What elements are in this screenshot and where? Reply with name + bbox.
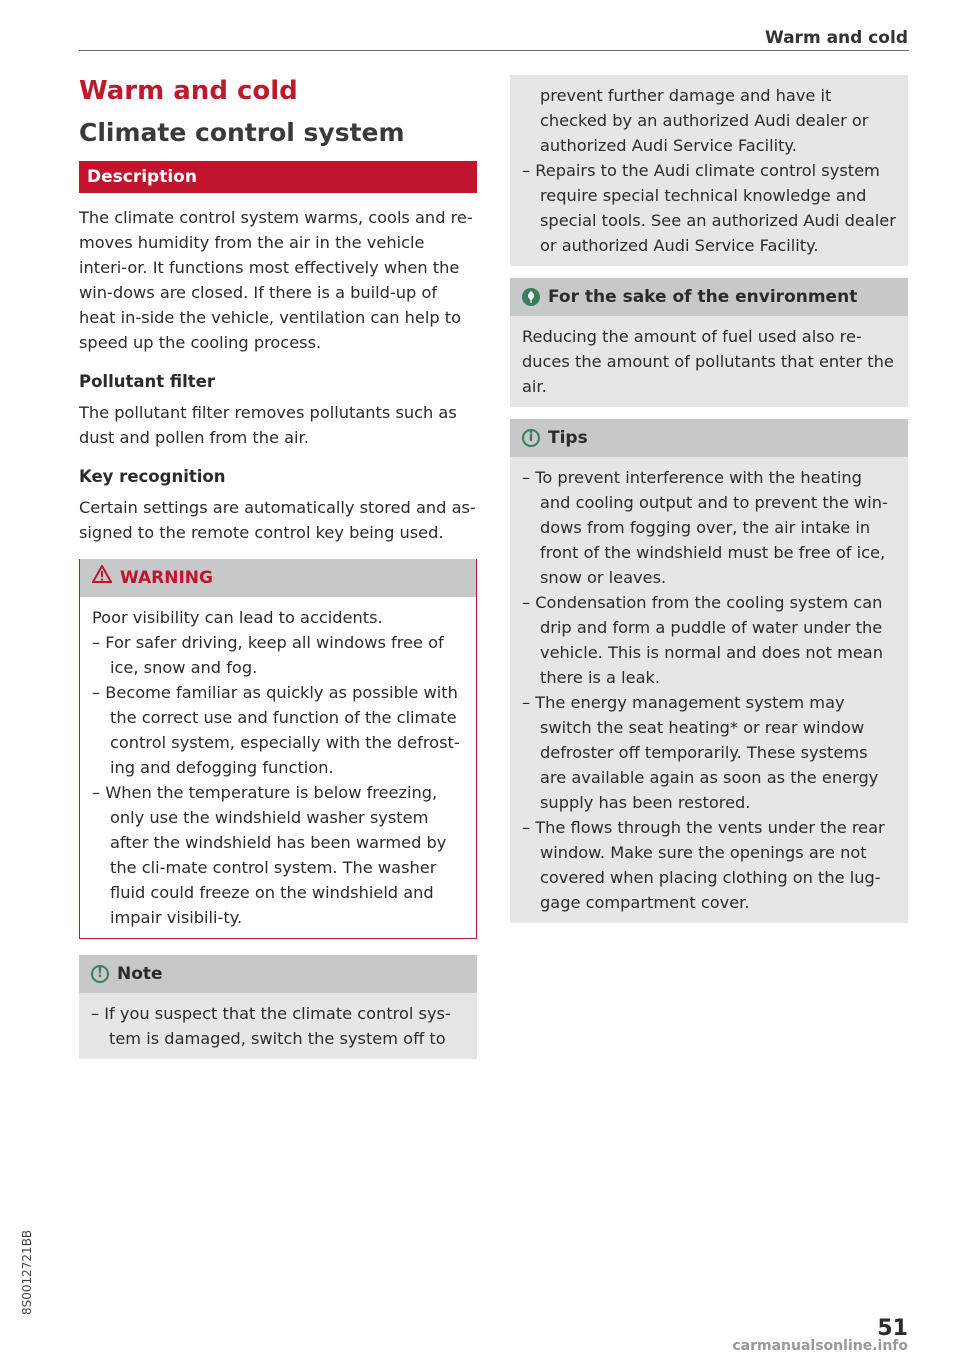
environment-body: [510, 316, 908, 407]
tips-body: [510, 457, 908, 923]
page-title: Warm and cold: [79, 76, 298, 106]
warning-label: WARNING: [120, 568, 213, 588]
note-continued-text: prevent further damage and have it checked by an authorized Audi dealer or authorized Audi Service Facility.: [540, 86, 869, 155]
note-continued-box: [510, 75, 908, 266]
note-label: Note: [117, 964, 163, 984]
warning-header: [80, 559, 476, 597]
warning-intro: Poor visibility can lead to accidents.: [92, 608, 383, 627]
info-circle-icon: i: [522, 429, 540, 447]
warning-triangle-icon: [92, 565, 112, 591]
list-item: – For safer driving, keep all windows free of ice, snow and fog.: [92, 630, 464, 680]
environment-label: For the sake of the environment: [548, 287, 858, 307]
note-header: [79, 955, 477, 993]
environment-box: [510, 278, 908, 407]
note-body: [79, 993, 477, 1059]
pollutant-paragraph: The pollutant filter removes pollutants such as dust and pollen from the air.: [79, 403, 457, 447]
right-column: [510, 75, 908, 923]
note-continued-list: [522, 158, 896, 258]
list-item: – Condensation from the cooling system can drip and form a puddle of water under the vehicle. This is normal and does not mean there is a leak.: [522, 590, 896, 690]
section-title: Climate control system: [79, 118, 405, 147]
list-item: – Become familiar as quickly as possible with the correct use and function of the climate control system, especially with the defrost-ing and defogging function.: [92, 680, 464, 780]
list-item: – If you suspect that the climate control sys-tem is damaged, switch the system off to: [91, 1001, 465, 1051]
running-header: Warm and cold: [764, 28, 908, 48]
document-code: [20, 1185, 40, 1325]
left-column: [79, 75, 477, 1059]
intro-paragraph: The climate control system warms, cools and re-moves humidity from the air in the vehicle interi-or. It functions most effectively when the win-dows are closed. If there is a build-up of heat in-side the vehicle, ventilation can help to speed up the cooling process.: [79, 208, 473, 352]
list-item: – The energy management system may switch the seat heating* or rear window defroster off temporarily. These systems are available again as soon as the energy supply has been restored.: [522, 690, 896, 815]
key-paragraph: Certain settings are automatically stored and as-signed to the remote control key being used.: [79, 498, 476, 542]
environment-leaf-icon: [522, 288, 540, 306]
page-number: 51: [877, 1316, 908, 1341]
environment-header: [510, 278, 908, 316]
list-item: – When the temperature is below freezing, only use the windshield washer system after the windshield has been warmed by the cli-mate control system. The washer fluid could freeze on the windshield and impair visibili-ty.: [92, 780, 464, 930]
note-continued-body: [510, 75, 908, 266]
key-heading: Key recognition: [79, 467, 226, 486]
warning-list: [92, 630, 464, 930]
exclamation-circle-icon: !: [91, 965, 109, 983]
watermark: carmanualsonline.info: [732, 1338, 908, 1354]
tips-list: [522, 465, 896, 915]
tips-header: [510, 419, 908, 457]
tips-label: Tips: [548, 428, 588, 448]
note-list: [91, 1001, 465, 1051]
document-code-text: 8S0012721BB: [20, 1229, 34, 1315]
list-item: – The flows through the vents under the rear window. Make sure the openings are not covered when placing clothing on the lug-gage compartment cover.: [522, 815, 896, 915]
environment-text: Reducing the amount of fuel used also re-duces the amount of pollutants that enter the air.: [522, 327, 894, 396]
tips-box: [510, 419, 908, 923]
warning-body: [80, 597, 476, 938]
warning-box: [79, 559, 477, 939]
list-item: – Repairs to the Audi climate control system require special technical knowledge and special tools. See an authorized Audi dealer or authorized Audi Service Facility.: [522, 158, 896, 258]
description-bar: Description: [79, 161, 477, 193]
pollutant-heading: Pollutant filter: [79, 372, 215, 391]
note-box: [79, 955, 477, 1059]
list-item: – To prevent interference with the heating and cooling output and to prevent the win-dows from fogging over, the air intake in front of the windshield must be free of ice, snow or leaves.: [522, 465, 896, 590]
header-rule: [79, 50, 909, 51]
